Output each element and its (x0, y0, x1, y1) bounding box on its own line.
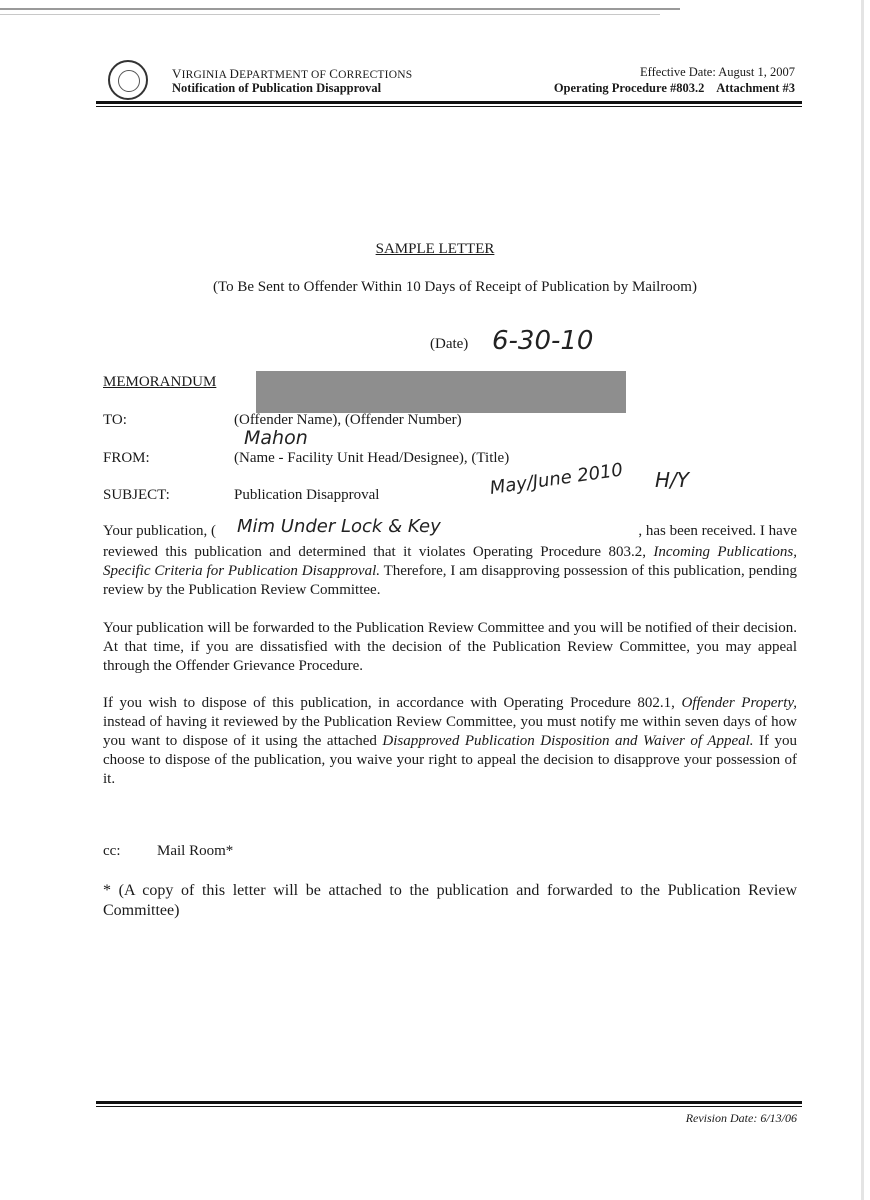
from-label: FROM: (103, 450, 150, 466)
scan-edge-shadow (861, 0, 864, 1200)
received-text: , has been received. I have (638, 523, 797, 539)
procedure-reference (554, 81, 795, 96)
publication-intro: Your publication, ( (103, 523, 217, 539)
footer-rule (96, 1106, 802, 1107)
footnote: * (A copy of this letter will be attached to the publication and forwarded to the Publication Review Committee) (103, 882, 797, 919)
letter-title: SAMPLE LETTER (375, 241, 495, 257)
body-paragraph-2: Your publication will be forwarded to the Publication Review Committee and you will be notified of their decision. At that time, if you are dissatisfied with the decision of the Publication Review Committee, you may appeal through the Offender Grievance Procedure. (103, 620, 797, 674)
memorandum-heading: MEMORANDUM (103, 374, 217, 390)
effective-date: Effective Date: August 1, 2007 (640, 65, 795, 79)
handwritten-initials: H/Y (655, 468, 689, 492)
scan-edge-line (0, 8, 680, 10)
cc-value: Mail Room* (157, 843, 234, 859)
body-paragraph-1: reviewed this publication and determined that it violates Operating Procedure 803.2, Incoming Publications, Specific Criteria for Publication Disapproval. Therefore, I am disapproving possession of this publication, pending review by the Publication Review Committee. (103, 544, 797, 598)
state-seal-icon (108, 60, 148, 100)
subject-value: Publication Disapproval (234, 487, 380, 503)
letter-subtitle: (To Be Sent to Offender Within 10 Days of Receipt of Publication by Mailroom) (213, 279, 697, 295)
to-label: TO: (103, 412, 127, 428)
header-rule (96, 106, 802, 107)
revision-date: Revision Date: 6/13/06 (685, 1111, 797, 1125)
attachment-number: Attachment #3 (716, 81, 795, 95)
cc-label: cc: (103, 843, 121, 859)
to-value: (Offender Name), (Offender Number) (234, 412, 462, 428)
subject-label: SUBJECT: (103, 487, 170, 503)
body-first-line (103, 523, 797, 543)
footer-rule (96, 1101, 802, 1104)
date-label: (Date) (430, 336, 469, 352)
body-paragraph-3: If you wish to dispose of this publication, in accordance with Operating Procedure 802.1, Offender Property, instead of having it reviewed by the Publication Review Committee, you must notify me within seven days of how you want to dispose of it using the attached Disapproved Publication Disposition and Waiver of Appeal. If you choose to dispose of the publication, you waive your right to appeal the decision to disapprove your possession of it. (103, 695, 797, 787)
handwritten-date: 6-30-10 (492, 326, 594, 356)
from-value: (Name - Facility Unit Head/Designee), (Title) (234, 450, 510, 466)
header-rule (96, 101, 802, 104)
department-name: VIRGINIA DEPARTMENT OF CORRECTIONS (172, 66, 413, 81)
operating-procedure: Operating Procedure #803.2 (553, 81, 705, 95)
handwritten-publication: Mim Under Lock & Key (237, 516, 441, 537)
scan-edge-line (0, 14, 660, 15)
handwritten-issue: May/June 2010 (488, 459, 625, 499)
handwritten-name: Mahon (244, 427, 308, 449)
redaction-box (256, 371, 626, 413)
form-title: Notification of Publication Disapproval (172, 81, 382, 95)
